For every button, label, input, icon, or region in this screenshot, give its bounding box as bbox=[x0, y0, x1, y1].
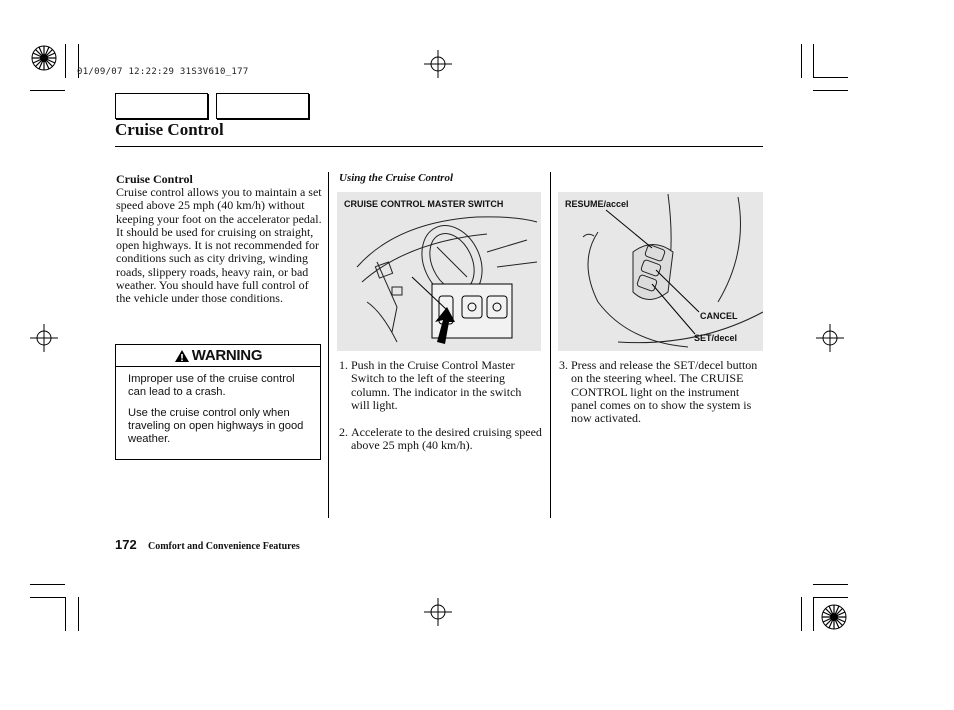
warning-header bbox=[116, 345, 320, 367]
subsection-heading: Using the Cruise Control bbox=[339, 172, 454, 184]
warning-triangle-icon bbox=[174, 349, 190, 363]
footer-section-title: Comfort and Convenience Features bbox=[148, 541, 300, 552]
header-tab-box bbox=[115, 93, 208, 119]
resume-accel-label: RESUME/accel bbox=[565, 199, 629, 209]
header-tab-box bbox=[216, 93, 309, 119]
dashboard-drawing bbox=[337, 192, 541, 351]
cancel-label: CANCEL bbox=[700, 311, 738, 321]
steering-wheel-buttons-illustration bbox=[558, 192, 763, 351]
warning-box bbox=[115, 344, 321, 460]
registration-sunburst-icon bbox=[30, 44, 58, 72]
section-heading: Cruise Control bbox=[116, 172, 193, 186]
registration-crosshair-icon bbox=[816, 324, 844, 352]
step-1: 1. Push in the Cruise Control Master Switch to the left of the steering column. The indicator in the switch will light. bbox=[339, 358, 522, 412]
master-switch-illustration bbox=[337, 192, 541, 351]
registration-crosshair-icon bbox=[424, 50, 452, 78]
registration-crosshair-icon bbox=[424, 598, 452, 626]
registration-crosshair-icon bbox=[30, 324, 58, 352]
intro-paragraph: Cruise control allows you to maintain a set speed above 25 mph (40 km/h) without keeping your foot on the accelerator pedal. It should be used for cruising on straight, open highways. It is not recommended for conditions such as city driving, winding roads, slippery roads, heavy rain, or bad weather. You should have full control of the vehicle under those conditions. bbox=[116, 185, 322, 306]
column-divider bbox=[328, 172, 329, 518]
step-2: 2. Accelerate to the desired cruising speed above 25 mph (40 km/h). bbox=[339, 425, 542, 453]
step-3: 3. Press and release the SET/decel button on the steering wheel. The CRUISE CONTROL light on the instrument panel comes on to show the system is now activated. bbox=[559, 358, 758, 426]
column-divider bbox=[550, 172, 551, 518]
warning-title: WARNING bbox=[191, 347, 263, 364]
page-title: Cruise Control bbox=[115, 120, 224, 139]
steering-wheel-drawing bbox=[558, 192, 763, 351]
warning-body bbox=[128, 373, 314, 453]
registration-sunburst-icon bbox=[820, 603, 848, 631]
warning-line: Improper use of the cruise control can lead to a crash. bbox=[128, 373, 295, 399]
warning-line: Use the cruise control only when traveling on open highways in good weather. bbox=[128, 406, 304, 446]
master-switch-label: CRUISE CONTROL MASTER SWITCH bbox=[344, 199, 504, 209]
page-number: 172 bbox=[115, 537, 137, 552]
title-rule bbox=[115, 146, 763, 147]
set-decel-label: SET/decel bbox=[694, 333, 738, 343]
print-timestamp: 01/09/07 12:22:29 31S3V610_177 bbox=[77, 67, 249, 77]
